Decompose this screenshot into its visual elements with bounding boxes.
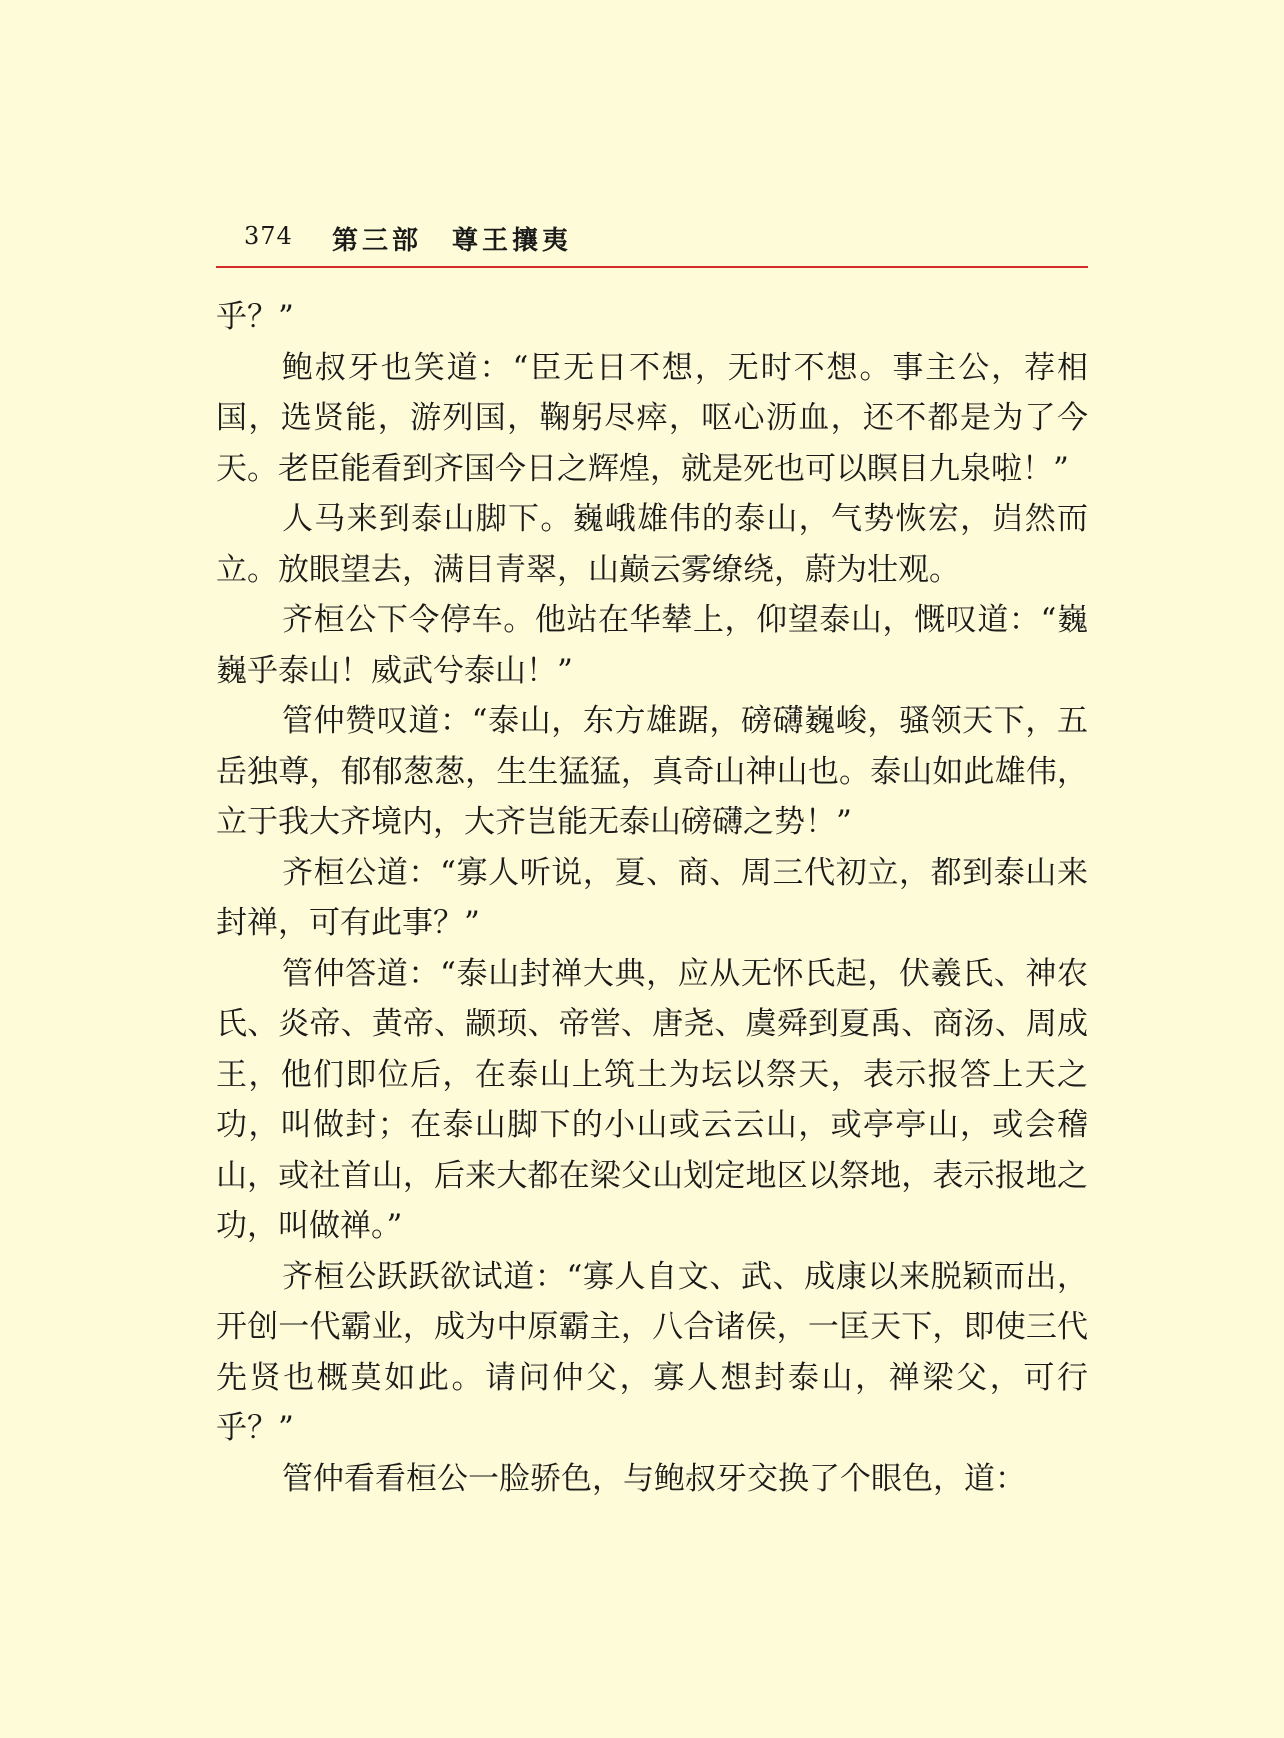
paragraph: 齐桓公跃跃欲试道：“寡人自文、武、成康以来脱颖而出，开创一代霸业，成为中原霸主，八合诸侯，一匡天下，即使三代先贤也概莫如此。请问仲父，寡人想封泰山，禅梁父，可行乎？” [216,1258,1088,1446]
paragraph: 鲍叔牙也笑道：“臣无日不想，无时不想。事主公，荐相国，选贤能，游列国，鞠躬尽瘁，呕心沥血，还不都是为了今天。老臣能看到齐国今日之辉煌，就是死也可以瞑目九泉啦！” [216,349,1088,487]
paragraph: 管仲赞叹道：“泰山，东方雄踞，磅礴巍峻，骚领天下，五岳独尊，郁郁葱葱，生生猛猛，真奇山神山也。泰山如此雄伟，立于我大齐境内，大齐岂能无泰山磅礴之势！” [216,703,1088,840]
paragraph: 人马来到泰山脚下。巍峨雄伟的泰山，气势恢宏，岿然而立。放眼望去，满目青翠，山巅云雾缭绕，蔚为壮观。 [216,501,1088,588]
paragraph: 管仲答道：“泰山封禅大典，应从无怀氏起，伏羲氏、神农氏、炎帝、黄帝、颛顼、帝喾、唐尧、虞舜到夏禹、商汤、周成王，他们即位后，在泰山上筑土为坛以祭天，表示报答上天之功，叫做封；在泰山脚下的小山或云云山，或亭亭山，或会稽山，或社首山，后来大都在梁父山划定地区以祭地，表示报地之功，叫做禅。” [216,955,1088,1244]
paragraph: 齐桓公下令停车。他站在华辇上，仰望泰山，慨叹道：“巍巍乎泰山！威武兮泰山！” [216,602,1088,689]
page-number: 374 [244,222,293,250]
paragraph: 齐桓公道：“寡人听说，夏、商、周三代初立，都到泰山来封禅，可有此事？” [216,854,1088,941]
part-title: 第三部 尊王攘夷 [332,226,573,256]
paragraph-continuation: 乎？” [216,299,294,335]
running-header [216,216,1088,268]
body-text [216,292,1088,1504]
paragraph: 管仲看看桓公一脸骄色，与鲍叔牙交换了个眼色，道： [282,1460,1026,1497]
